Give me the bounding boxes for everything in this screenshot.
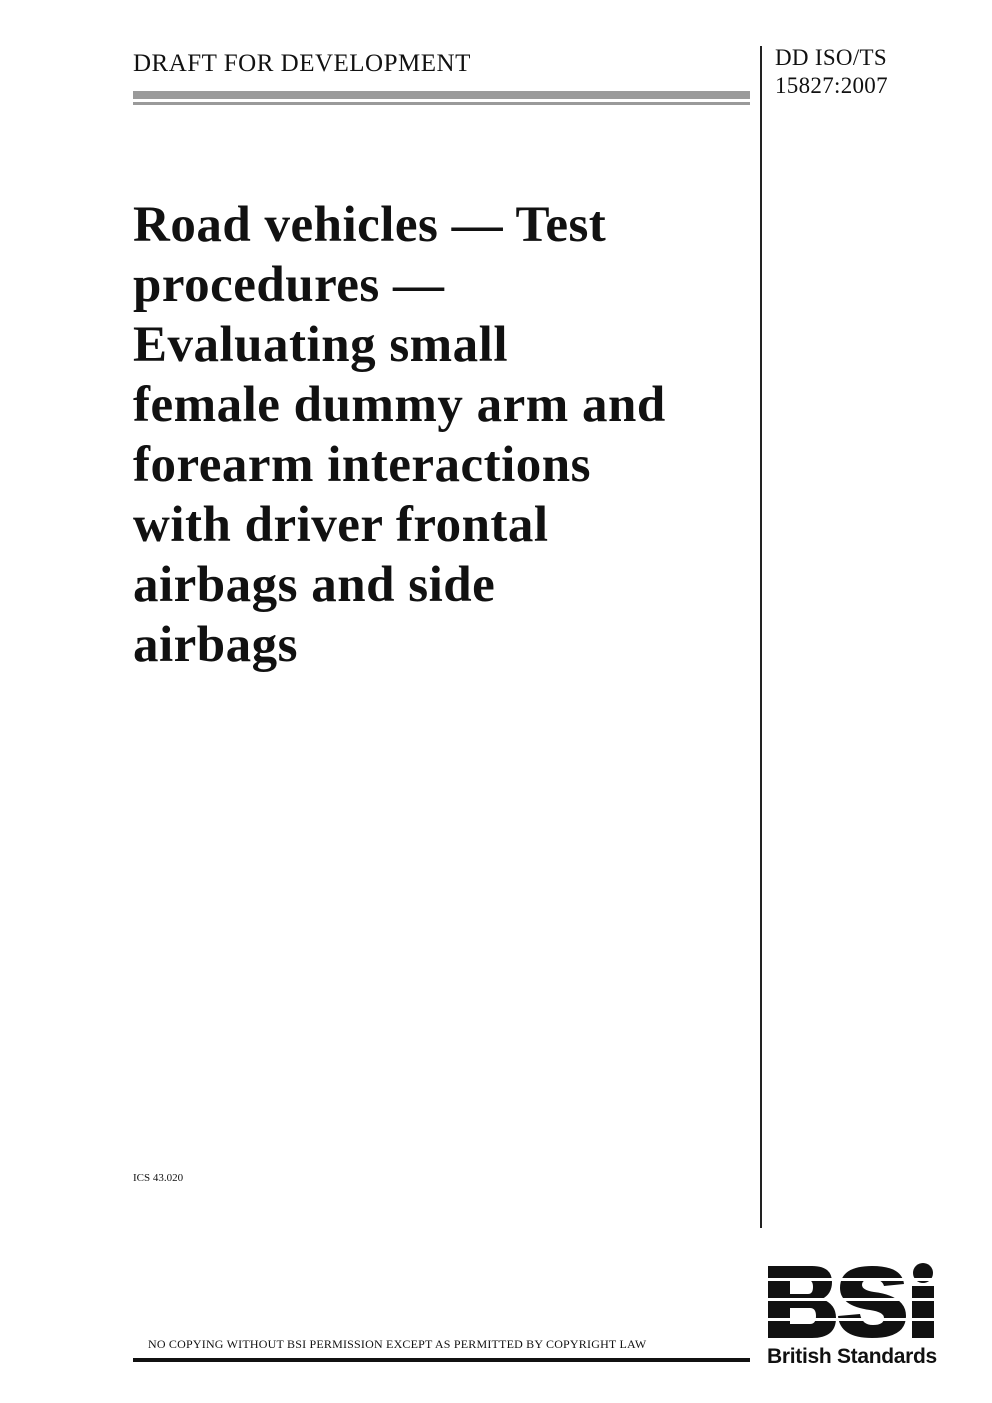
document-reference	[775, 44, 888, 100]
title-line: female dummy arm and	[133, 377, 666, 433]
title-line: with driver frontal	[133, 497, 549, 553]
header-rule-thin	[133, 102, 750, 105]
title-line: Road vehicles — Test	[133, 197, 607, 253]
title-line: procedures —	[133, 257, 445, 313]
title-line: forearm interactions	[133, 437, 591, 493]
bsi-logo-caption: British Standards	[767, 1345, 937, 1368]
title-line: airbags and side	[133, 557, 496, 613]
draft-label: DRAFT FOR DEVELOPMENT	[133, 50, 471, 77]
footer-rule	[133, 1358, 750, 1362]
doc-ref-line-2: 15827:2007	[775, 73, 888, 98]
copyright-notice: NO COPYING WITHOUT BSI PERMISSION EXCEPT AS PERMITTED BY COPYRIGHT LAW	[148, 1337, 647, 1351]
title-line: Evaluating small	[133, 317, 508, 373]
ics-code: ICS 43.020	[133, 1172, 184, 1184]
document-title	[133, 195, 753, 675]
header-rule	[133, 91, 750, 99]
vertical-divider	[760, 46, 762, 1228]
doc-ref-line-1: DD ISO/TS	[775, 45, 887, 70]
title-line: airbags	[133, 617, 299, 673]
bsi-logo-mark-icon	[766, 1262, 946, 1342]
